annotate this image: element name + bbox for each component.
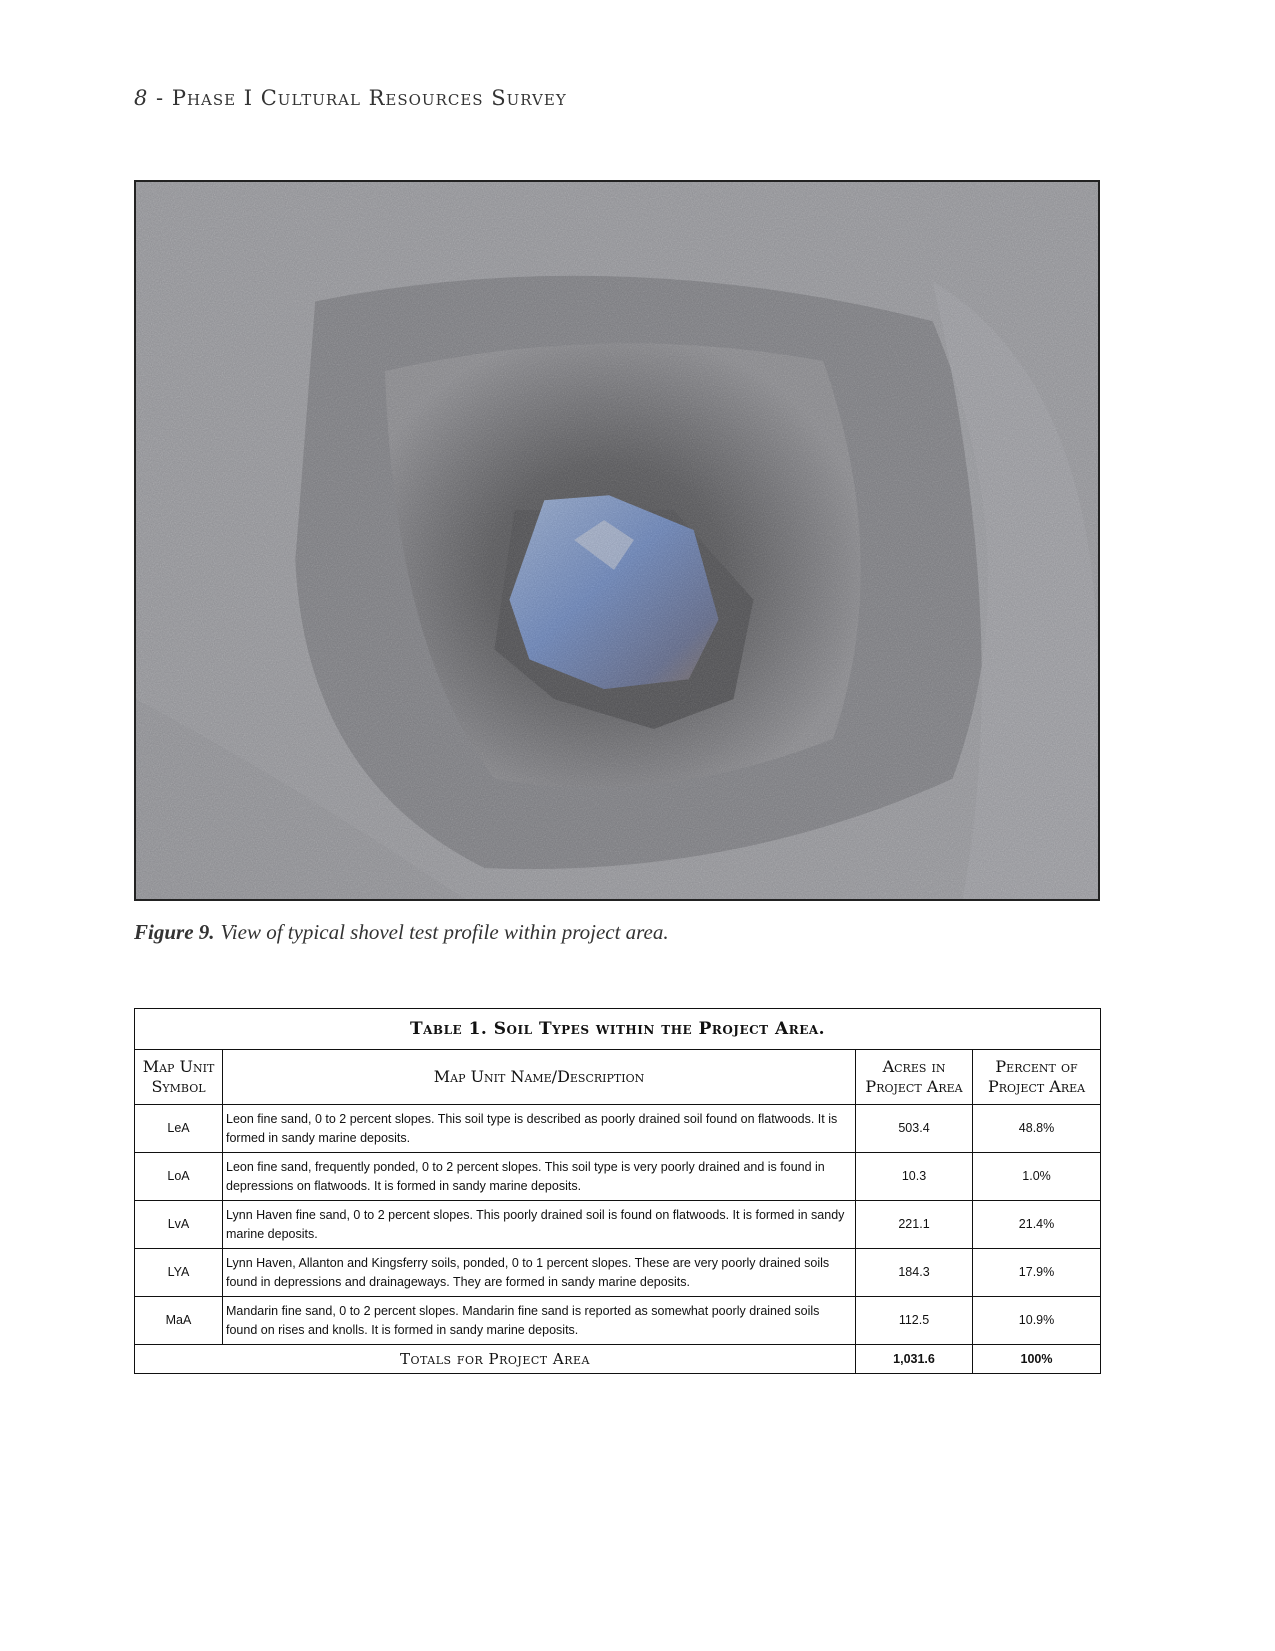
totals-label: Totals for Project Area bbox=[135, 1345, 856, 1374]
column-header-acres: Acres in Project Area bbox=[856, 1050, 973, 1105]
soil-acres: 10.3 bbox=[856, 1153, 973, 1201]
soil-symbol: LYA bbox=[135, 1249, 223, 1297]
soil-percent: 10.9% bbox=[973, 1297, 1101, 1345]
soil-percent: 17.9% bbox=[973, 1249, 1101, 1297]
table-row bbox=[135, 1297, 1101, 1345]
column-header-description: Map Unit Name/Description bbox=[223, 1050, 856, 1105]
soil-description: Leon fine sand, frequently ponded, 0 to 2 percent slopes. This soil type is very poorly drained and is found in depressions on flatwoods. It is formed in sandy marine deposits. bbox=[223, 1153, 856, 1201]
figure-caption-text: View of typical shovel test profile within project area. bbox=[220, 920, 669, 944]
soil-symbol: LeA bbox=[135, 1105, 223, 1153]
shovel-test-photo bbox=[134, 180, 1100, 901]
soil-percent: 21.4% bbox=[973, 1201, 1101, 1249]
soil-percent: 48.8% bbox=[973, 1105, 1101, 1153]
soil-percent: 1.0% bbox=[973, 1153, 1101, 1201]
soil-description: Mandarin fine sand, 0 to 2 percent slopes. Mandarin fine sand is reported as somewhat poorly drained soils found on rises and knolls. It is formed in sandy marine deposits. bbox=[223, 1297, 856, 1345]
table-row bbox=[135, 1105, 1101, 1153]
table-row bbox=[135, 1201, 1101, 1249]
soil-acres: 112.5 bbox=[856, 1297, 973, 1345]
header-separator: - bbox=[148, 86, 172, 110]
totals-row bbox=[135, 1345, 1101, 1374]
running-header bbox=[134, 86, 567, 110]
soil-description: Leon fine sand, 0 to 2 percent slopes. This soil type is described as poorly drained soil found on flatwoods. It is formed in sandy marine deposits. bbox=[223, 1105, 856, 1153]
soil-description: Lynn Haven fine sand, 0 to 2 percent slopes. This poorly drained soil is found on flatwoods. It is formed in sandy marine deposits. bbox=[223, 1201, 856, 1249]
page-number: 8 bbox=[134, 86, 149, 110]
soil-acres: 503.4 bbox=[856, 1105, 973, 1153]
table-header-row bbox=[135, 1050, 1101, 1105]
column-header-percent: Percent of Project Area bbox=[973, 1050, 1101, 1105]
figure-label: Figure 9. bbox=[134, 920, 215, 944]
soil-acres: 221.1 bbox=[856, 1201, 973, 1249]
soil-description: Lynn Haven, Allanton and Kingsferry soils, ponded, 0 to 1 percent slopes. These are very poorly drained soils found in depressions and drainageways. They are formed in sandy marine deposits. bbox=[223, 1249, 856, 1297]
table-title: Table 1. Soil Types within the Project Area. bbox=[135, 1009, 1101, 1050]
header-title: Phase I Cultural Resources Survey bbox=[171, 86, 567, 110]
soil-symbol: LoA bbox=[135, 1153, 223, 1201]
table-row bbox=[135, 1153, 1101, 1201]
soil-symbol: MaA bbox=[135, 1297, 223, 1345]
soil-acres: 184.3 bbox=[856, 1249, 973, 1297]
photo-illustration bbox=[136, 182, 1098, 899]
totals-percent: 100% bbox=[973, 1345, 1101, 1374]
table-title-row bbox=[135, 1009, 1101, 1050]
column-header-symbol: Map Unit Symbol bbox=[135, 1050, 223, 1105]
soil-types-table bbox=[134, 1008, 1101, 1374]
soil-symbol: LvA bbox=[135, 1201, 223, 1249]
totals-acres: 1,031.6 bbox=[856, 1345, 973, 1374]
figure-caption bbox=[134, 920, 669, 945]
table-row bbox=[135, 1249, 1101, 1297]
